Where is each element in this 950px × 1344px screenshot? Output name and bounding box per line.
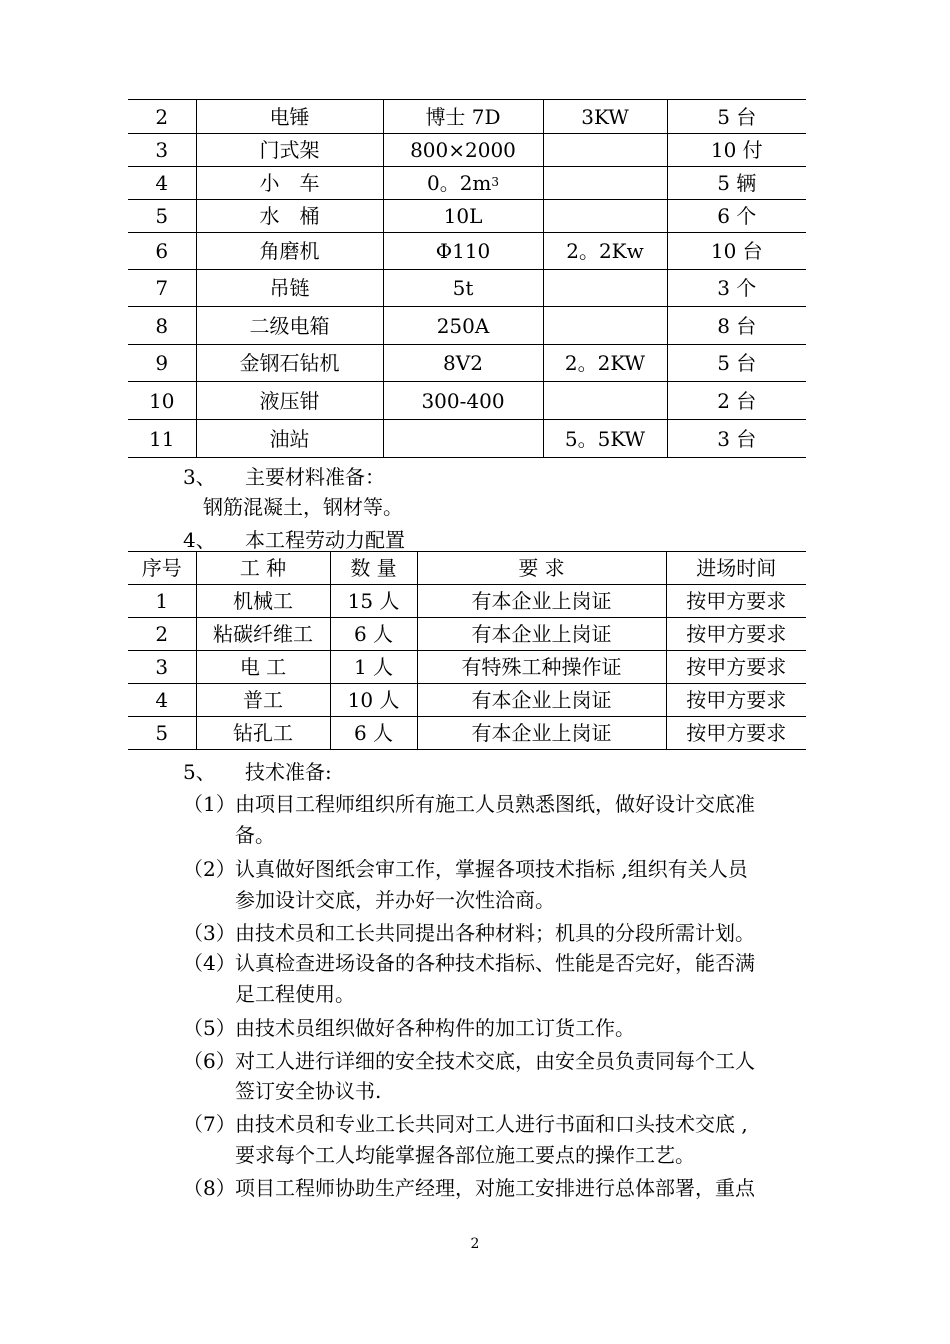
- equipment-cell-spec: 300-400: [383, 382, 543, 420]
- labor-cell-time: 按甲方要求: [666, 717, 806, 750]
- equipment-cell-name: 角磨机: [196, 233, 383, 270]
- labor-row: [128, 585, 806, 618]
- section-5-number: 5、: [183, 760, 216, 784]
- equipment-row: [128, 233, 806, 270]
- equipment-cell-qty: 5 台: [667, 345, 806, 382]
- tech-item-prefix: （5）: [183, 1016, 236, 1040]
- tech-item-line: 由项目工程师组织所有施工人员熟悉图纸，做好设计交底准: [235, 792, 755, 816]
- equipment-cell-no: 8: [128, 307, 196, 345]
- equipment-cell-no: 4: [128, 167, 196, 200]
- labor-cell-req: 有特殊工种操作证: [417, 651, 666, 684]
- equipment-cell-qty: 10 台: [667, 233, 806, 270]
- section-3-heading: [183, 461, 385, 490]
- equipment-cell-no: 5: [128, 200, 196, 233]
- tech-item-line: 对工人进行详细的安全技术交底，由安全员负责同每个工人: [235, 1049, 755, 1073]
- labor-header-requirement: 要 求: [417, 552, 666, 585]
- equipment-cell-name: 电锤: [196, 100, 383, 134]
- labor-cell-time: 按甲方要求: [666, 618, 806, 651]
- tech-item-line: 备。: [235, 823, 275, 847]
- equipment-row: [128, 100, 806, 134]
- tech-item-line: 要求每个工人均能掌握各部位施工要点的操作工艺。: [235, 1143, 695, 1167]
- labor-cell-count: 10 人: [330, 684, 417, 717]
- section-5-heading: [183, 756, 332, 785]
- labor-table-body: [128, 585, 806, 750]
- labor-row: [128, 651, 806, 684]
- equipment-cell-spec: 博士 7D: [383, 100, 543, 134]
- labor-cell-req: 有本企业上岗证: [417, 717, 666, 750]
- labor-cell-count: 1 人: [330, 651, 417, 684]
- tech-item-line: 签订安全协议书.: [235, 1079, 382, 1103]
- equipment-cell-spec: Φ110: [383, 233, 543, 270]
- labor-header-count: 数 量: [330, 552, 417, 585]
- equipment-cell-spec: 800×2000: [383, 134, 543, 167]
- equipment-cell-qty: 8 台: [667, 307, 806, 345]
- labor-cell-count: 6 人: [330, 618, 417, 651]
- equipment-cell-power: [543, 270, 667, 307]
- section-3-number: 3、: [183, 465, 216, 489]
- equipment-cell-name: 二级电箱: [196, 307, 383, 345]
- labor-header-time: 进场时间: [666, 552, 806, 585]
- labor-cell-req: 有本企业上岗证: [417, 684, 666, 717]
- equipment-cell-no: 2: [128, 100, 196, 134]
- equipment-row: [128, 382, 806, 420]
- tech-item-line: 由技术员和工长共同提出各种材料；机具的分段所需计划。: [235, 921, 755, 945]
- equipment-cell-power: 2。2KW: [543, 345, 667, 382]
- equipment-cell-name: 水 桶: [196, 200, 383, 233]
- tech-item-line: 足工程使用。: [235, 982, 355, 1006]
- labor-cell-time: 按甲方要求: [666, 651, 806, 684]
- equipment-cell-name: 吊链: [196, 270, 383, 307]
- labor-cell-trade: 机械工: [196, 585, 330, 618]
- equipment-cell-power: [543, 307, 667, 345]
- tech-item-line: 项目工程师协助生产经理，对施工安排进行总体部署，重点: [235, 1176, 755, 1200]
- labor-table: [128, 551, 806, 750]
- equipment-table: [128, 99, 806, 458]
- labor-header-no: 序号: [128, 552, 196, 585]
- equipment-cell-qty: 10 付: [667, 134, 806, 167]
- equipment-cell-power: 2。2Kw: [543, 233, 667, 270]
- labor-row: [128, 618, 806, 651]
- equipment-cell-name: 油站: [196, 420, 383, 458]
- equipment-cell-qty: 5 辆: [667, 167, 806, 200]
- equipment-cell-name: 液压钳: [196, 382, 383, 420]
- equipment-cell-spec: 8V2: [383, 345, 543, 382]
- tech-item-line: 由技术员组织做好各种构件的加工订货工作。: [235, 1016, 635, 1040]
- tech-item-line: 认真检查进场设备的各种技术指标、性能是否完好，能否满: [235, 951, 755, 975]
- equipment-cell-spec: 5t: [383, 270, 543, 307]
- tech-item-prefix: （6）: [183, 1049, 236, 1073]
- equipment-cell-no: 3: [128, 134, 196, 167]
- equipment-cell-qty: 6 个: [667, 200, 806, 233]
- equipment-cell-power: [543, 382, 667, 420]
- equipment-cell-no: 11: [128, 420, 196, 458]
- tech-item-prefix: （1）: [183, 792, 236, 816]
- labor-cell-time: 按甲方要求: [666, 684, 806, 717]
- labor-cell-req: 有本企业上岗证: [417, 585, 666, 618]
- labor-cell-trade: 电 工: [196, 651, 330, 684]
- equipment-cell-qty: 3 个: [667, 270, 806, 307]
- section-4-title: 本工程劳动力配置: [245, 528, 405, 552]
- labor-row: [128, 684, 806, 717]
- equipment-row: [128, 345, 806, 382]
- labor-cell-count: 15 人: [330, 585, 417, 618]
- tech-item-prefix: （4）: [183, 951, 236, 975]
- equipment-cell-name: 门式架: [196, 134, 383, 167]
- labor-cell-trade: 普工: [196, 684, 330, 717]
- section-4-heading: [183, 524, 405, 553]
- equipment-row: [128, 134, 806, 167]
- tech-item-prefix: （7）: [183, 1112, 236, 1136]
- labor-cell-time: 按甲方要求: [666, 585, 806, 618]
- equipment-cell-no: 10: [128, 382, 196, 420]
- section-3-body: 钢筋混凝土，钢材等。: [203, 495, 403, 519]
- labor-cell-trade: 粘碳纤维工: [196, 618, 330, 651]
- equipment-row: [128, 307, 806, 345]
- equipment-cell-no: 9: [128, 345, 196, 382]
- tech-item-line: 参加设计交底，并办好一次性洽商。: [235, 888, 555, 912]
- equipment-cell-spec: [383, 420, 543, 458]
- equipment-cell-no: 7: [128, 270, 196, 307]
- equipment-cell-power: [543, 167, 667, 200]
- labor-cell-no: 5: [128, 717, 196, 750]
- labor-cell-count: 6 人: [330, 717, 417, 750]
- equipment-cell-spec: 0。$2m^3$: [383, 167, 543, 200]
- unit-superscript: 3: [491, 175, 500, 189]
- labor-cell-no: 2: [128, 618, 196, 651]
- tech-item-line: 由技术员和专业工长共同对工人进行书面和口头技术交底 ,: [235, 1112, 748, 1136]
- equipment-table-body: [128, 100, 806, 458]
- equipment-cell-name: 金钢石钻机: [196, 345, 383, 382]
- equipment-cell-no: 6: [128, 233, 196, 270]
- equipment-cell-power: [543, 200, 667, 233]
- equipment-cell-spec: 10L: [383, 200, 543, 233]
- equipment-cell-power: 3KW: [543, 100, 667, 134]
- tech-item-line: 认真做好图纸会审工作，掌握各项技术指标 ,组织有关人员: [235, 857, 748, 881]
- page-number: 2: [470, 1236, 480, 1252]
- equipment-row: [128, 420, 806, 458]
- equipment-cell-qty: 5 台: [667, 100, 806, 134]
- equipment-cell-qty: 3 台: [667, 420, 806, 458]
- equipment-row: [128, 200, 806, 233]
- equipment-row: [128, 270, 806, 307]
- tech-item-prefix: （8）: [183, 1176, 236, 1200]
- labor-header-trade: 工 种: [196, 552, 330, 585]
- equipment-cell-power: [543, 134, 667, 167]
- labor-table-header-row: [128, 552, 806, 585]
- labor-cell-no: 1: [128, 585, 196, 618]
- tech-item-prefix: （2）: [183, 857, 236, 881]
- section-3-title: 主要材料准备：: [245, 465, 385, 489]
- tech-item-prefix: （3）: [183, 921, 236, 945]
- labor-row: [128, 717, 806, 750]
- labor-cell-no: 4: [128, 684, 196, 717]
- equipment-cell-qty: 2 台: [667, 382, 806, 420]
- equipment-row: [128, 167, 806, 200]
- labor-cell-req: 有本企业上岗证: [417, 618, 666, 651]
- section-4-number: 4、: [183, 528, 216, 552]
- labor-cell-no: 3: [128, 651, 196, 684]
- labor-cell-trade: 钻孔工: [196, 717, 330, 750]
- section-5-title: 技术准备:: [245, 760, 332, 784]
- equipment-cell-spec: 250A: [383, 307, 543, 345]
- equipment-cell-power: 5。5KW: [543, 420, 667, 458]
- equipment-cell-name: 小 车: [196, 167, 383, 200]
